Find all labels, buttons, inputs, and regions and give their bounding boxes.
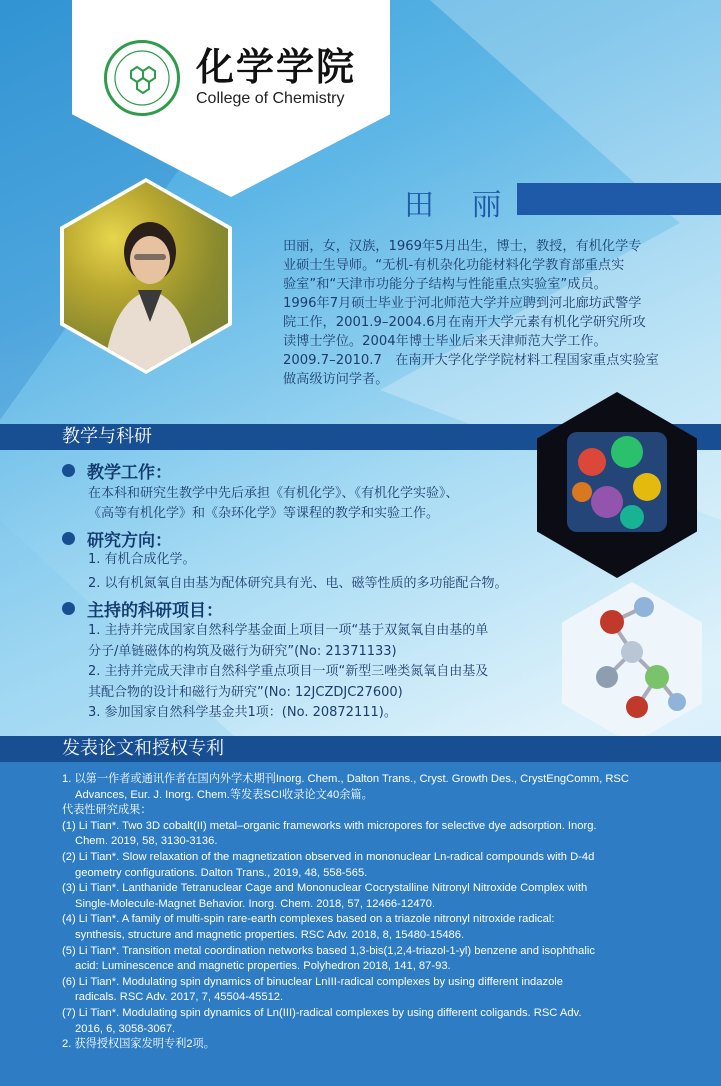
bio-line: 1996年7月硕士毕业于河北师范大学并应聘到河北廊坊武警学 xyxy=(283,296,642,311)
teaching-section-title: 教学与科研 xyxy=(62,426,152,447)
text-line: 1. 有机合成化学。 xyxy=(88,552,196,567)
publication-line: (1) Li Tian*. Two 3D cobalt(II) metal–organic frameworks with micropores for selective dye adsorption. Inorg. xyxy=(62,819,597,832)
text-line: 在本科和研究生教学中先后承担《有机化学》、《有机化学实验》、 xyxy=(88,486,459,501)
college-seal-logo xyxy=(104,40,180,116)
projects-text xyxy=(88,621,488,724)
publication-line: acid: Luminescence and magnetic properties. Polyhedron 2018, 141, 87-93. xyxy=(75,960,451,973)
publication-line: synthesis, structure and magnetic properties. RSC Adv. 2018, 8, 15480-15486. xyxy=(75,928,465,941)
publication-line: (7) Li Tian*. Modulating spin dynamics of Ln(III)-radical complexes by using different coligands. RSC Adv. xyxy=(62,1006,582,1019)
publication-line: (4) Li Tian*. A family of multi-spin rare-earth complexes based on a triazole nitronyl nitroxide radical: xyxy=(62,913,555,926)
research-direction-heading xyxy=(62,526,172,551)
text-line: 其配合物的设计和磁行为研究”(No: 12JCZDJC27600) xyxy=(88,684,403,700)
bio-line: 读博士学位。2004年博士毕业后来天津师范大学工作。 xyxy=(283,334,607,349)
publication-line: (5) Li Tian*. Transition metal coordination networks based 1,3-bis(1,2,4-triazol-1-yl) benzene and isophthalic xyxy=(62,944,595,957)
projects-title: 主持的科研项目： xyxy=(87,601,223,621)
publication-line: 2016, 6, 3058-3067. xyxy=(75,1022,176,1035)
publications-section-title: 发表论文和授权专利 xyxy=(62,738,224,759)
bio-line: 验室”和“天津市功能分子结构与性能重点实验室”成员。 xyxy=(283,277,607,292)
text-line: 1. 主持并完成国家自然科学基金面上项目一项“基于双氮氧自由基的单 xyxy=(88,623,489,638)
profile-name: 田 丽 xyxy=(404,188,516,223)
college-name-en: College of Chemistry xyxy=(196,90,345,107)
bullet-icon xyxy=(62,602,75,615)
publication-line: Single-Molecule-Magnet Behavior. Inorg. Chem. 2018, 57, 12466-12470. xyxy=(75,897,436,910)
teaching-work-title: 教学工作： xyxy=(87,463,172,483)
publication-line: (3) Li Tian*. Lanthanide Tetranuclear Cage and Mononuclear Cocrystalline Nitronyl Nitroxide Complex with xyxy=(62,882,588,895)
bio-line: 业硕士生导师。“无机-有机杂化功能材料化学教育部重点实 xyxy=(283,258,625,273)
text-line: 2. 主持并完成天津市自然科学重点项目一项“新型三唑类氮氧自由基及 xyxy=(88,664,489,679)
text-line: 3. 参加国家自然科学基金共1项：(No. 20872111)。 xyxy=(88,705,397,720)
teaching-work-heading xyxy=(62,458,172,483)
publication-line: Chem. 2019, 58, 3130-3136. xyxy=(75,835,218,848)
teaching-work-text xyxy=(88,484,459,524)
text-line: 《高等有机化学》和《杂环化学》等课程的教学和实验工作。 xyxy=(88,506,440,521)
bio-line: 院工作，2001.9–2004.6月在南开大学元素有机化学研究所攻 xyxy=(283,315,646,330)
publication-line: (6) Li Tian*. Modulating spin dynamics of binuclear LnIII-radical complexes by using different indazole xyxy=(62,975,564,988)
bio-line: 2009.7–2010.7 在南开大学化学学院材料工程国家重点实验室 xyxy=(283,353,659,368)
biography xyxy=(283,237,677,389)
publication-line: Advances, Eur. J. Inorg. Chem.等发表SCI收录论文40余篇。 xyxy=(75,788,373,801)
text-line: 2. 以有机氮氧自由基为配体研究具有光、电、磁等性质的多功能配合物。 xyxy=(88,576,508,591)
publication-line: 1. 以第一作者或通讯作者在国内外学术期刊Inorg. Chem., Dalton Trans., Cryst. Growth Des., CrystEngComm, RSC xyxy=(62,773,629,785)
name-accent-bar xyxy=(517,183,721,215)
publication-line: 2. 获得授权国家发明专利2项。 xyxy=(62,1038,215,1051)
publication-line: geometry configurations. Dalton Trans., 2019, 48, 558-565. xyxy=(75,866,368,879)
publications-list xyxy=(62,772,687,1053)
bullet-icon xyxy=(62,532,75,545)
projects-heading xyxy=(62,596,223,621)
research-direction-text xyxy=(88,550,508,594)
bio-line: 做高级访问学者。 xyxy=(283,372,389,387)
bullet-icon xyxy=(62,464,75,477)
publication-line: (2) Li Tian*. Slow relaxation of the magnetization observed in mononuclear Ln-radical compounds with D-4d xyxy=(62,850,595,863)
text-line: 分子/单链磁体的构筑及磁行为研究”(No: 21371133) xyxy=(88,643,397,659)
publication-line: 代表性研究成果： xyxy=(62,804,152,817)
research-direction-title: 研究方向： xyxy=(87,531,172,551)
college-name-cn: 化学学院 xyxy=(196,44,357,89)
publication-line: radicals. RSC Adv. 2017, 7, 45504-45512. xyxy=(75,991,284,1004)
bio-line: 田丽，女，汉族，1969年5月出生，博士，教授，有机化学专 xyxy=(283,239,642,254)
